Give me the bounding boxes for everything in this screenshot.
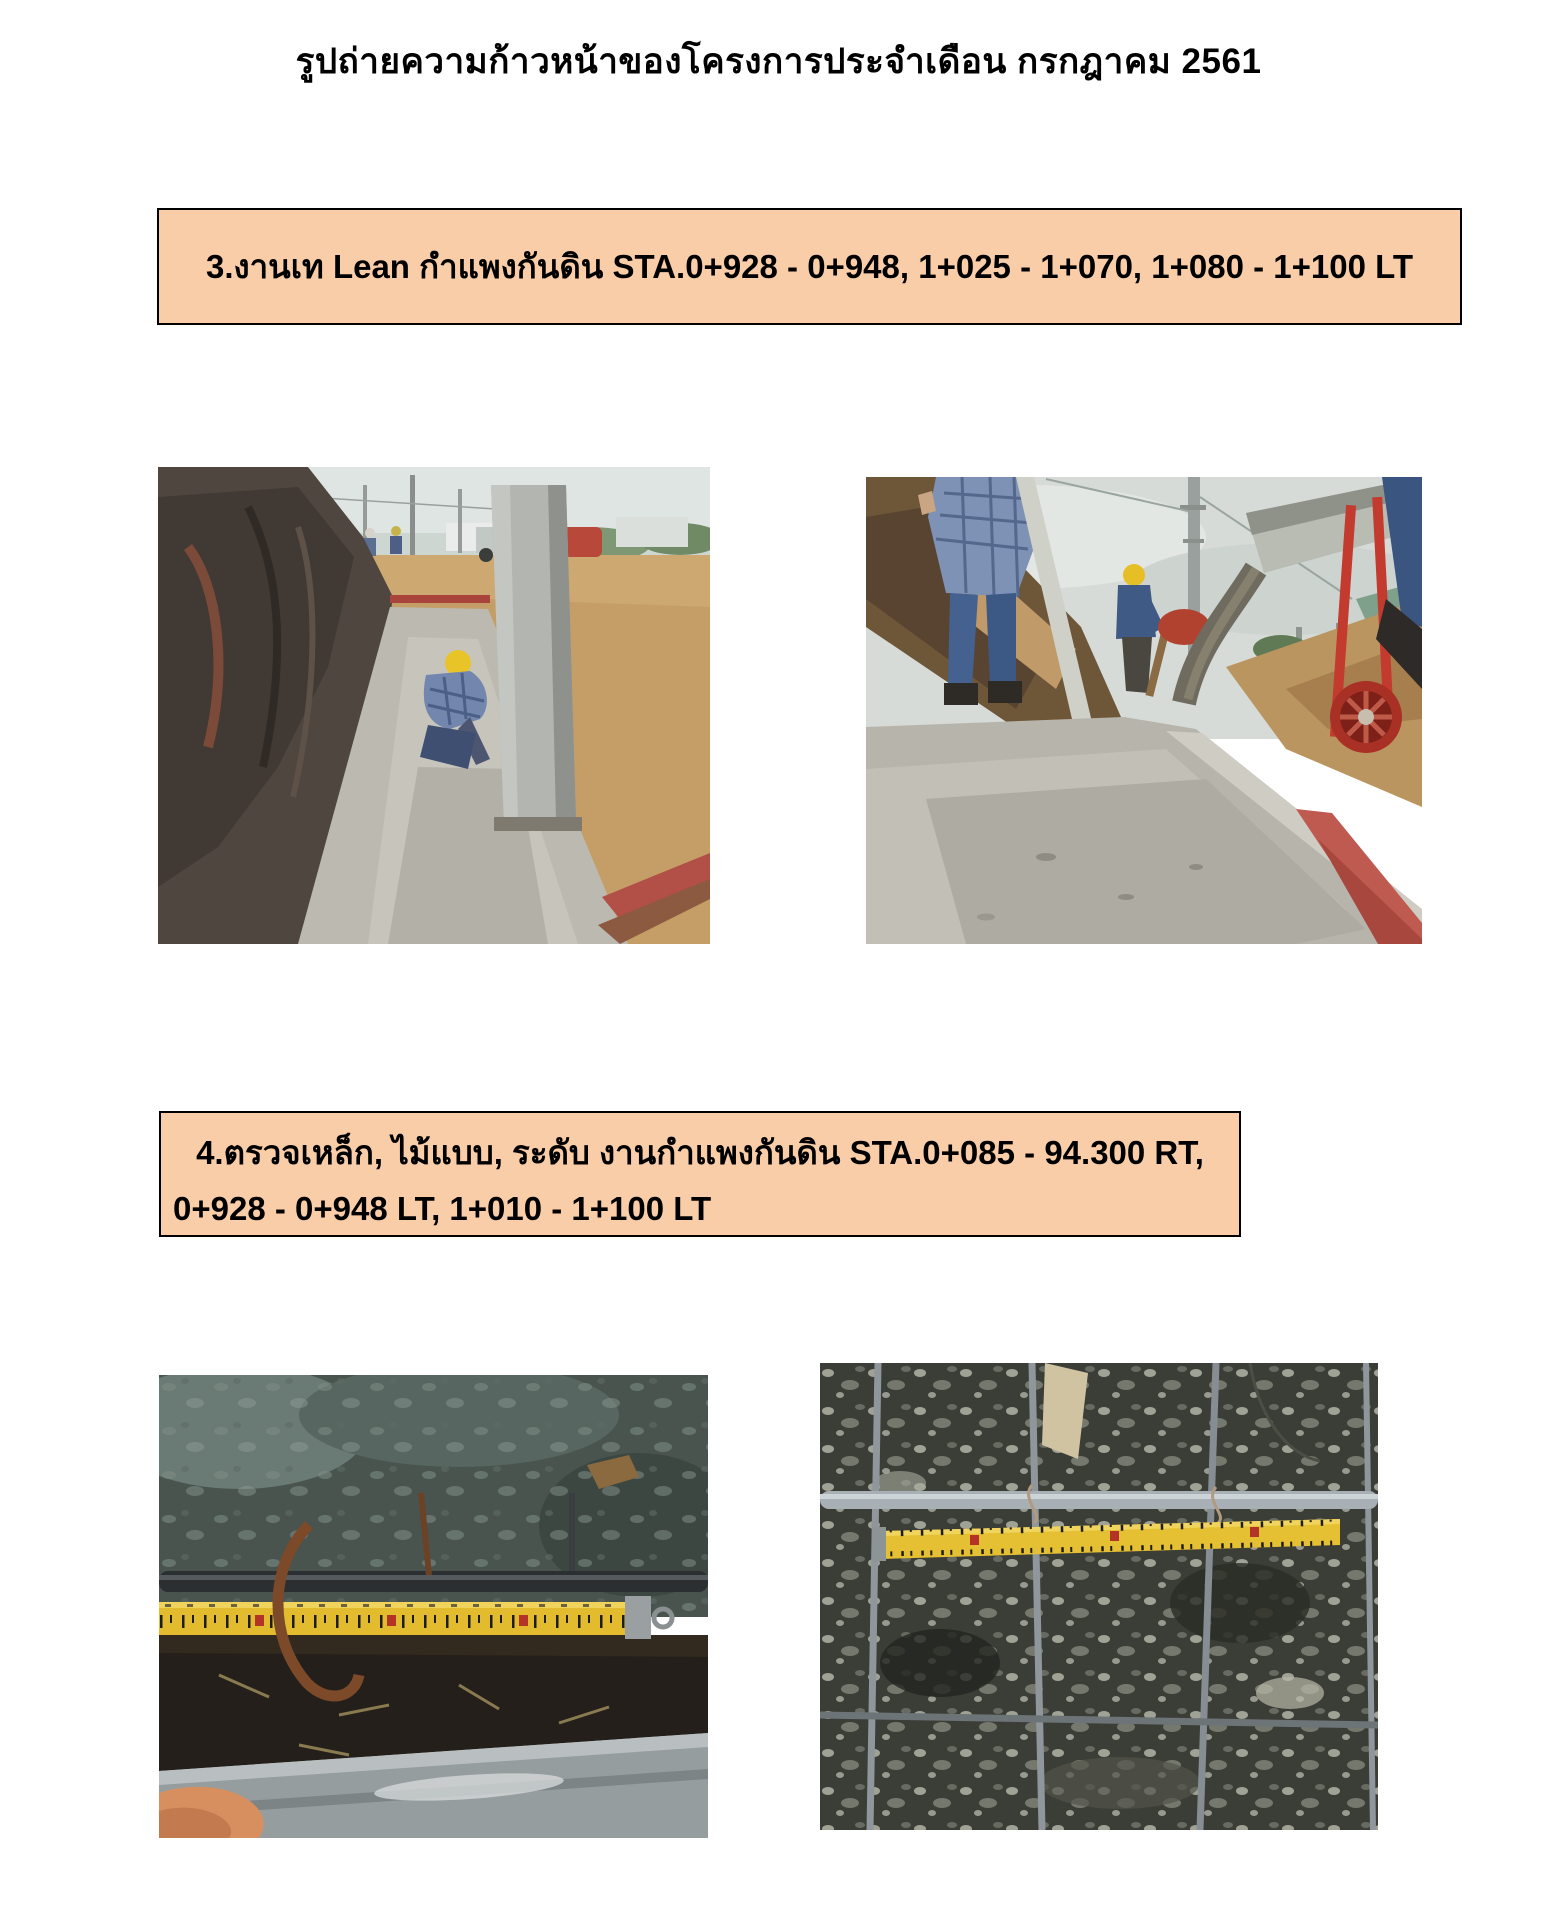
tape-mesh-illustration — [820, 1363, 1378, 1830]
photo-tape-measure-formwork — [159, 1375, 708, 1838]
horizontal-pipe — [820, 1491, 1378, 1509]
steel-pipe — [159, 1571, 708, 1592]
photo-lean-chute-pour — [866, 477, 1422, 944]
lean-chute-pour-illustration — [866, 477, 1422, 944]
section4-label-line1: 4.ตรวจเหล็ก, ไม้แบบ, ระดับ งานกำแพงกันดิน STA.0+085 - 94.300 RT, — [196, 1134, 1204, 1171]
tape-formwork-illustration — [159, 1375, 708, 1838]
lean-pour-trench-illustration — [158, 467, 710, 944]
photo-lean-pour-trench — [158, 467, 710, 944]
form-board — [390, 595, 490, 603]
photo-tape-measure-mesh — [820, 1363, 1378, 1830]
section3-callout-box — [157, 208, 1462, 325]
boot — [944, 683, 978, 705]
background-worker — [365, 528, 375, 538]
page-title: รูปถ่ายความก้าวหน้าของโครงการประจำเดือน กรกฎาคม 2561 — [295, 42, 1262, 81]
section4-label-line2: 0+928 - 0+948 LT, 1+010 - 1+100 LT — [173, 1190, 712, 1227]
yellow-helmet — [1123, 564, 1145, 586]
power-pole — [410, 475, 415, 557]
section3-label: 3.งานเท Lean กำแพงกันดิน STA.0+928 - 0+948, 1+025 - 1+070, 1+080 - 1+100 LT — [206, 248, 1413, 285]
measuring-tape — [159, 1596, 672, 1639]
section4-callout-box — [159, 1111, 1241, 1237]
tape-end-clip — [625, 1596, 651, 1639]
tape-end-clip — [872, 1527, 886, 1561]
